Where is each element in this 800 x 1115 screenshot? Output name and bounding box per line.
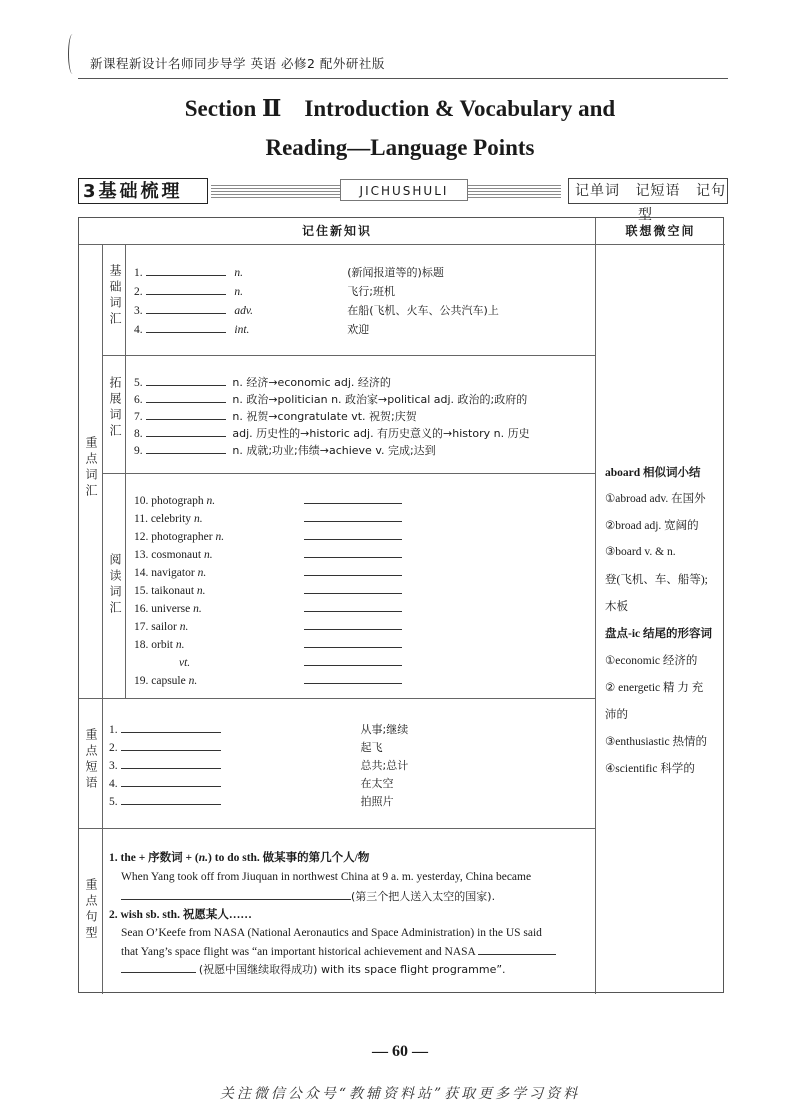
answer-blank[interactable]	[478, 943, 556, 955]
list-item: 5. n. 经济→economic adj. 经济的	[134, 376, 391, 389]
sub-label-reading: 阅读词汇	[108, 553, 122, 617]
list-item: 1. n. (新闻报道等的)标题	[134, 266, 444, 279]
list-item: 7. n. 祝贺→congratulate vt. 祝贺;庆贺	[134, 410, 417, 423]
group-label-sentences: 重点句型	[84, 878, 98, 942]
list-item: 10. photograph n.	[134, 492, 402, 509]
list-item: 8. adj. 历史性的→historic adj. 有历史意义的→history n. 历史	[134, 427, 530, 440]
list-item: 4. int. 欢迎	[134, 323, 370, 336]
answer-blank[interactable]	[146, 302, 226, 314]
header-text: 新课程新设计名师同步导学 英语 必修2 配外研社版	[90, 56, 385, 71]
sidebar-item: ①abroad adv. 在国外	[605, 493, 706, 505]
list-item: 1. 从事;继续	[109, 723, 409, 736]
answer-blank[interactable]	[304, 618, 402, 630]
answer-blank[interactable]	[146, 374, 226, 386]
table-header-left: 记住新知识	[301, 224, 372, 238]
answer-blank[interactable]	[146, 264, 226, 276]
sidebar-heading-aboard: aboard 相似词小结	[605, 467, 701, 479]
footer-note: 关注微信公众号“教辅资料站”获取更多学习资料	[219, 1086, 581, 1102]
sidebar-item: ② energetic 精 力 充	[605, 682, 704, 694]
section-banner	[78, 176, 728, 223]
answer-blank[interactable]	[146, 283, 226, 295]
answer-blank[interactable]	[304, 582, 402, 594]
answer-blank[interactable]	[304, 492, 402, 504]
answer-blank[interactable]	[304, 564, 402, 576]
answer-blank[interactable]	[146, 442, 226, 454]
answer-blank[interactable]	[304, 600, 402, 612]
banner-title: 3基础梳理	[78, 178, 208, 204]
list-item: 3. adv. 在船(飞机、火车、公共汽车)上	[134, 304, 499, 317]
answer-blank[interactable]	[304, 654, 402, 666]
list-item: vt.	[134, 654, 402, 671]
list-item: 4. 在太空	[109, 777, 394, 790]
answer-blank[interactable]	[121, 961, 196, 973]
answer-blank[interactable]	[121, 888, 351, 900]
sidebar-item: ②broad adj. 宽阔的	[605, 520, 699, 532]
group-label-key-vocab: 重点词汇	[84, 436, 98, 500]
answer-blank[interactable]	[146, 408, 226, 420]
banner-pinyin: JICHUSHULI	[340, 179, 468, 201]
list-item: 3. 总共;总计	[109, 759, 409, 772]
list-item: 15. taikonaut n.	[134, 582, 402, 599]
sentence-pattern-2-title: 2. wish sb. sth. 祝愿某人……	[109, 909, 252, 921]
answer-blank[interactable]	[121, 793, 221, 805]
answer-blank[interactable]	[121, 739, 221, 751]
sentence-2-line1: Sean O’Keefe from NASA (National Aeronautics and Space Administration) in the US said	[121, 927, 542, 939]
answer-blank[interactable]	[146, 425, 226, 437]
answer-blank[interactable]	[304, 672, 402, 684]
list-item: 19. capsule n.	[134, 672, 402, 689]
sidebar-item: ③enthusiastic 热情的	[605, 736, 707, 748]
answer-blank[interactable]	[146, 391, 226, 403]
answer-blank[interactable]	[304, 528, 402, 540]
answer-blank[interactable]	[304, 546, 402, 558]
running-header	[78, 48, 728, 79]
answer-blank[interactable]	[146, 321, 226, 333]
answer-blank[interactable]	[304, 636, 402, 648]
list-item: 11. celebrity n.	[134, 510, 402, 527]
section-title-line1: Section Ⅱ Introduction & Vocabulary and	[184, 96, 616, 121]
header-curve-decoration	[68, 34, 77, 74]
answer-blank[interactable]	[121, 775, 221, 787]
sentence-2-line2: that Yang’s space flight was “an important historical achievement and NASA	[121, 943, 556, 960]
sidebar-item: 木板	[605, 601, 628, 613]
banner-tag: 记短语	[635, 183, 681, 199]
list-item: 9. n. 成就;功业;伟绩→achieve v. 完成;达到	[134, 444, 436, 457]
banner-right-tags	[568, 178, 728, 223]
sidebar-item: ④scientific 科学的	[605, 763, 695, 775]
list-item: 17. sailor n.	[134, 618, 402, 635]
list-item: 18. orbit n.	[134, 636, 402, 653]
list-item: 2. 起飞	[109, 741, 383, 754]
list-item: 13. cosmonaut n.	[134, 546, 402, 563]
answer-blank[interactable]	[121, 721, 221, 733]
sentence-1-line2: (第三个把人送入太空的国家).	[121, 888, 495, 905]
list-item: 14. navigator n.	[134, 564, 402, 581]
sidebar-item: ③board v. & n.	[605, 546, 676, 558]
group-label-phrases: 重点短语	[84, 728, 98, 792]
list-item: 16. universe n.	[134, 600, 402, 617]
sidebar-item: ①economic 经济的	[605, 655, 698, 667]
list-item: 5. 拍照片	[109, 795, 394, 808]
sidebar-item: 登(飞机、车、船等);	[605, 574, 708, 586]
vocabulary-table	[78, 217, 724, 993]
list-item: 2. n. 飞行;班机	[134, 285, 395, 298]
page-number: — 60 —	[372, 1043, 428, 1060]
sentence-1-line1: When Yang took off from Jiuquan in northwest China at 9 a. m. yesterday, China became	[121, 871, 532, 883]
list-item: 12. photographer n.	[134, 528, 402, 545]
answer-blank[interactable]	[121, 757, 221, 769]
banner-tag: 记句型	[638, 183, 726, 223]
table-header-right: 联想微空间	[625, 224, 696, 238]
sentence-2-line3: (祝愿中国继续取得成功) with its space flight programme”.	[121, 961, 506, 978]
sentence-pattern-1-title: 1. the + 序数词 + (n.) to do sth. 做某事的第几个人/物	[109, 852, 370, 864]
sidebar-heading-ic: 盘点-ic 结尾的形容词	[605, 628, 713, 640]
sub-label-basic: 基础词汇	[108, 264, 122, 328]
banner-tag: 记单词	[575, 183, 621, 199]
list-item: 6. n. 政治→politician n. 政治家→political adj. 政治的;政府的	[134, 393, 528, 406]
answer-blank[interactable]	[304, 510, 402, 522]
section-title-line2: Reading—Language Points	[265, 135, 535, 160]
sub-label-extended: 拓展词汇	[108, 376, 122, 440]
sidebar-item: 沛的	[605, 709, 628, 721]
